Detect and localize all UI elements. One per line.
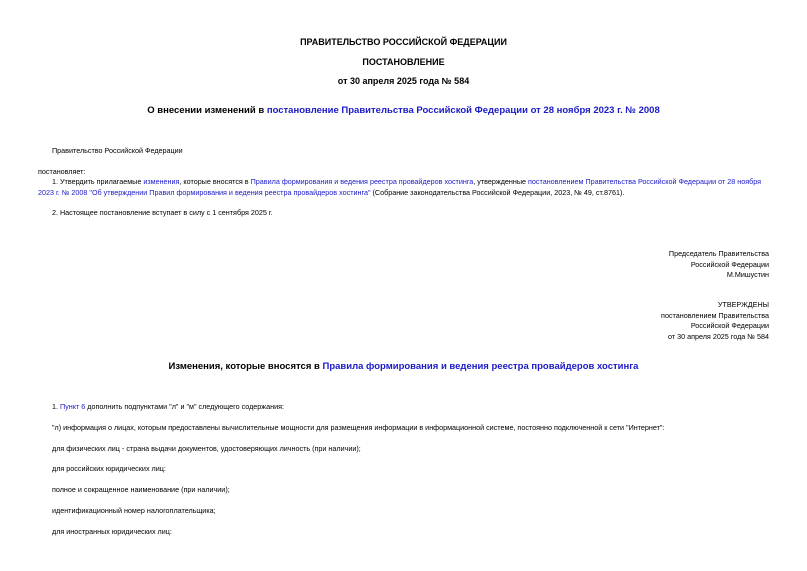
issuer-text: Правительство Российской Федерации <box>52 146 183 155</box>
document-title-prefix: О внесении изменений в <box>147 105 267 116</box>
resolution-2008-link[interactable]: постановлением Правительства Российской Федерации от 28 ноября 2023 г. № 2008 "Об утверждении Правил формирования и ведения реестра провайдеров хостинга" <box>38 177 762 197</box>
amended-resolution-link[interactable]: постановление Правительства Российской Федерации от 28 ноября 2023 г. № 2008 <box>266 105 660 116</box>
changes-title-rules-link[interactable]: Правила формирования и ведения реестра провайдеров хостинга <box>322 361 639 372</box>
changes-link[interactable]: изменения <box>143 177 180 186</box>
approval-block <box>661 300 769 342</box>
item-1-part-2: , которые вносятся в <box>179 177 251 186</box>
signature-position: Председатель Правительства <box>668 249 769 258</box>
item-1-part-1: 1. Утвердить прилагаемые <box>52 177 144 186</box>
document-type-heading: ПОСТАНОВЛЕНИЕ <box>362 57 445 67</box>
item-1-part-4: (Собрание законодательства Российской Федерации, 2023, № 49, ст.8761). <box>370 187 625 197</box>
changes-title-prefix: Изменения, которые вносятся в <box>168 361 323 372</box>
item-1-paragraph <box>38 177 770 198</box>
inn-line: идентификационный номер налогоплательщика; <box>52 506 216 515</box>
signature-name: М.Мишустин <box>726 270 769 279</box>
foreign-legal-entities-line: для иностранных юридических лиц: <box>52 527 172 536</box>
item-1-part-3: , утвержденные <box>473 177 529 186</box>
government-heading: ПРАВИТЕЛЬСТВО РОССИЙСКОЙ ФЕДЕРАЦИИ <box>300 37 507 47</box>
document-title <box>0 105 807 116</box>
hosting-rules-link[interactable]: Правила формирования и ведения реестра провайдеров хостинга <box>250 177 474 186</box>
decides-text: постановляет: <box>38 167 86 176</box>
approval-stamp: УТВЕРЖДЕНЫ <box>717 300 769 309</box>
russian-legal-entities-line: для российских юридических лиц: <box>52 464 166 473</box>
full-name-line: полное и сокращенное наименование (при наличии); <box>52 485 230 494</box>
point-1-prefix: 1. <box>52 402 60 411</box>
individuals-line: для физических лиц - страна выдачи документов, удостоверяющих личность (при наличии); <box>52 444 361 453</box>
subpoint-l-intro: "л) информация о лицах, которым предоставлены вычислительные мощности для размещения информации в информационной системе, постоянно подключенной к сети "Интернет": <box>52 423 665 432</box>
item-2-paragraph: 2. Настоящее постановление вступает в силу с 1 сентября 2025 г. <box>52 208 273 217</box>
date-number-heading: от 30 апреля 2025 года № 584 <box>337 76 470 86</box>
point-6-link[interactable]: Пункт 6 <box>60 402 86 411</box>
approval-by: постановлением Правительства <box>661 310 769 320</box>
point-1-rest: дополнить подпунктами "л" и "м" следующего содержания: <box>85 402 284 411</box>
approval-organization: Российской Федерации <box>690 321 769 330</box>
signature-organization: Российской Федерации <box>690 259 769 269</box>
signature-block <box>669 249 769 281</box>
changes-point-1 <box>52 402 284 413</box>
approval-date-number: от 30 апреля 2025 года № 584 <box>667 331 769 341</box>
changes-title <box>0 361 807 372</box>
